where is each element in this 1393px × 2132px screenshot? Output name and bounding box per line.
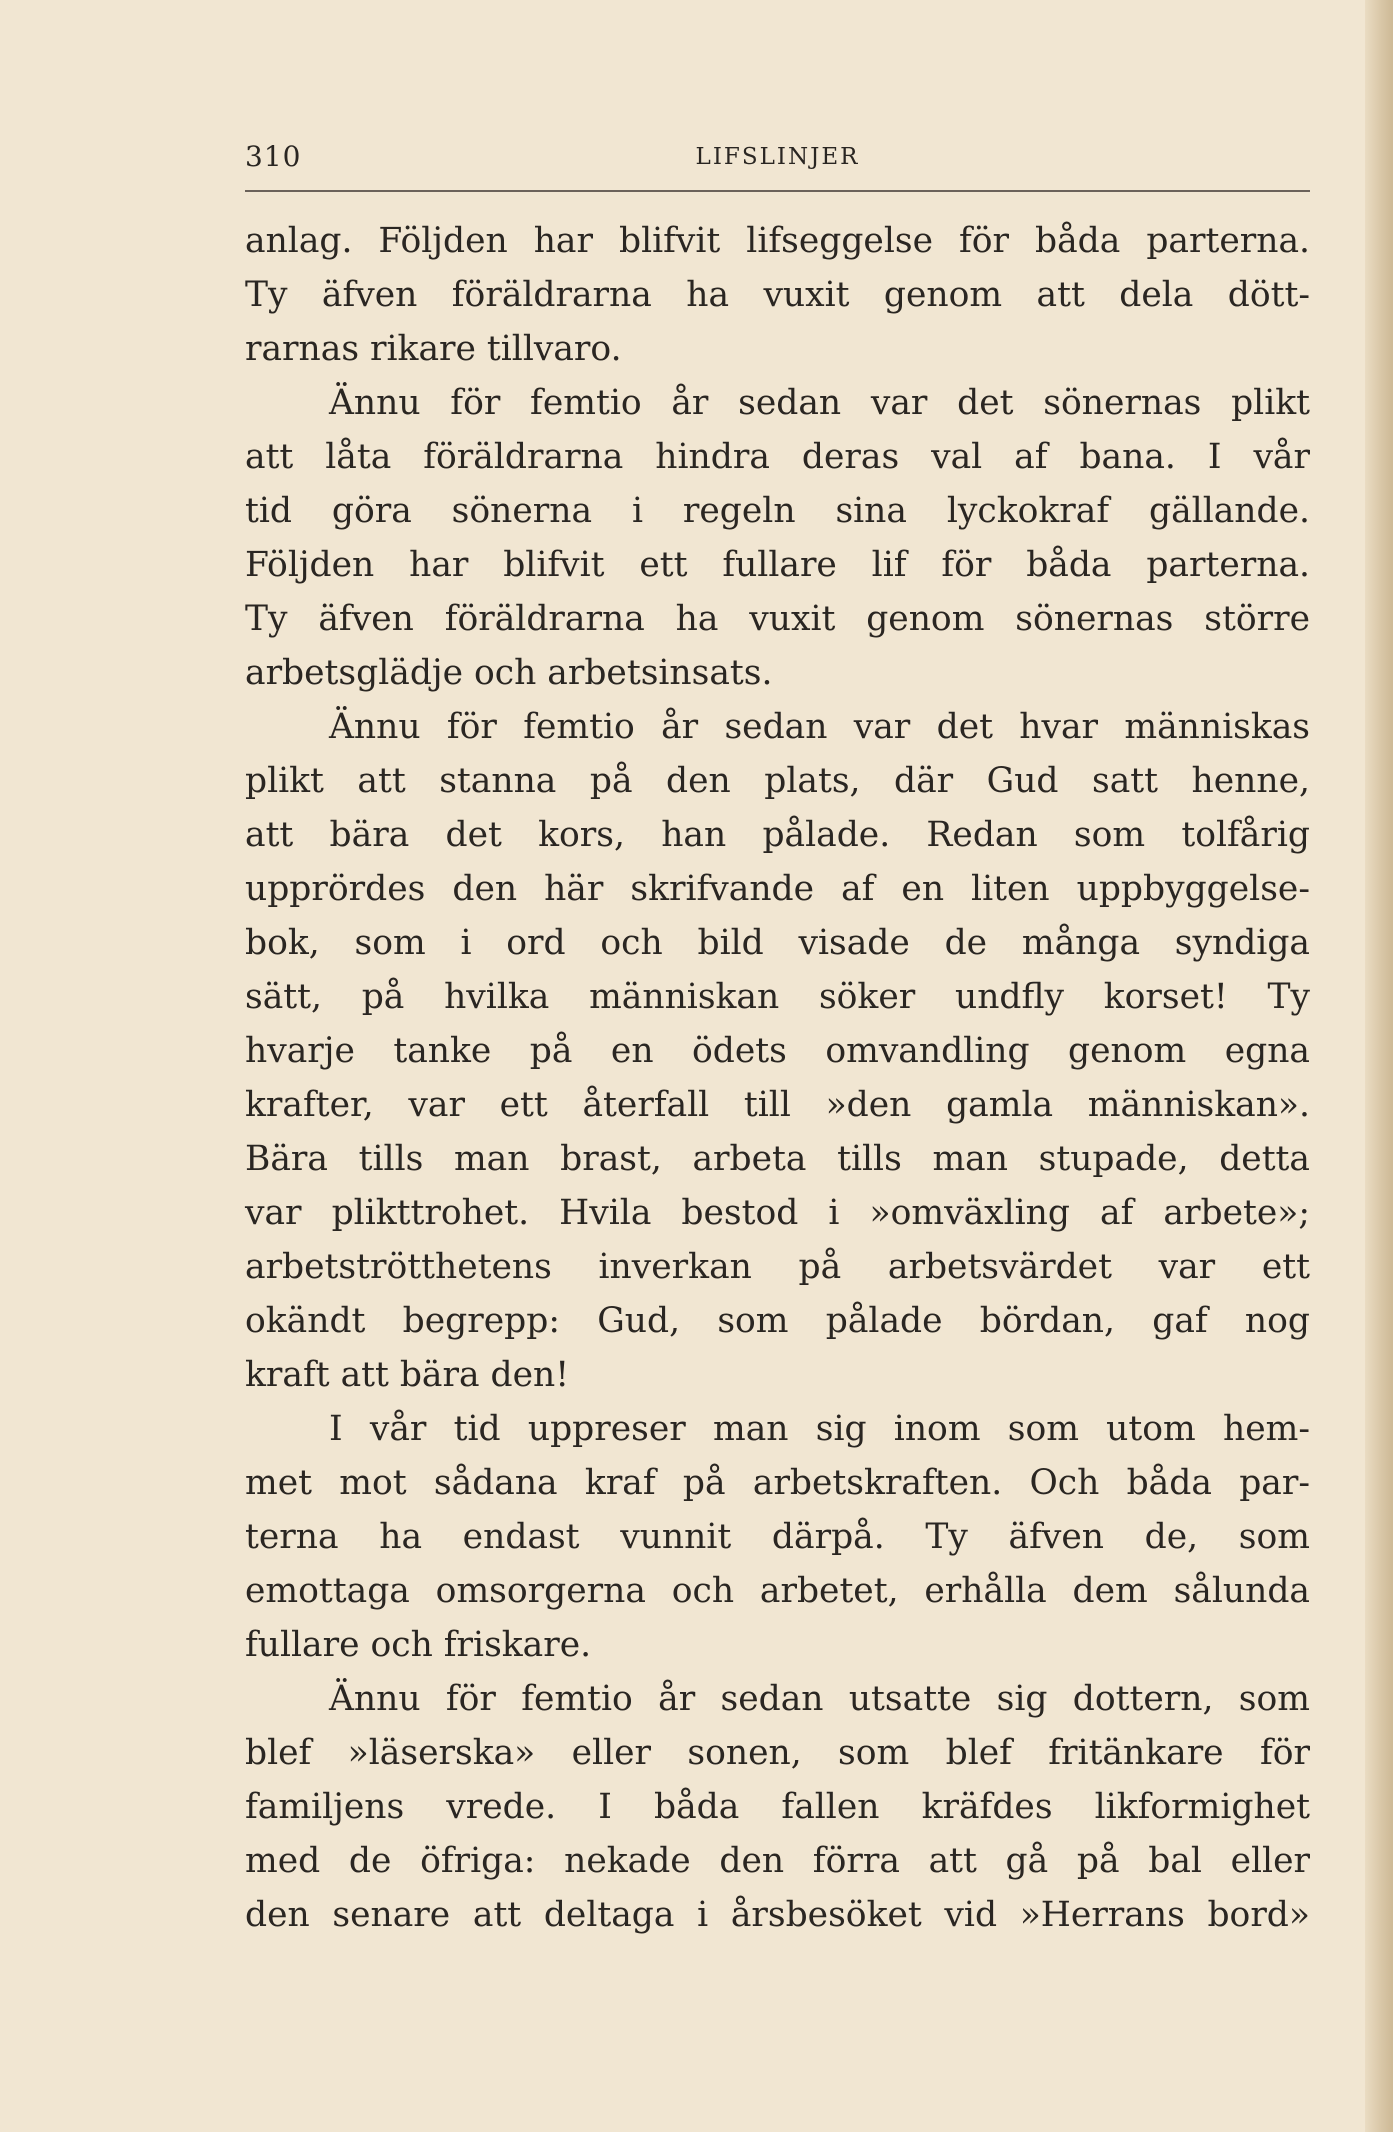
book-page <box>245 140 1310 1942</box>
text-line: blef »läserska» eller sonen, som blef fritänkare för <box>245 1733 1310 1773</box>
text-line: terna ha endast vunnit därpå. Ty äfven de, som <box>245 1517 1310 1557</box>
page-header <box>245 140 1310 192</box>
text-line: Ty äfven föräldrarna ha vuxit genom att dela dött- <box>245 275 1310 315</box>
text-line: rarnas rikare tillvaro. <box>245 329 622 369</box>
text-line: okändt begrepp: Gud, som pålade bördan, gaf nog <box>245 1301 1310 1341</box>
text-line: arbetsglädje och arbetsinsats. <box>245 653 773 693</box>
text-line: fullare och friskare. <box>245 1625 592 1665</box>
text-line: familjens vrede. I båda fallen kräfdes likformighet <box>245 1787 1310 1827</box>
paragraph <box>245 1402 1310 1672</box>
text-line: arbetströtthetens inverkan på arbetsvärdet var ett <box>245 1247 1310 1287</box>
text-line: Ännu för femtio år sedan utsatte sig dottern, som <box>329 1679 1310 1719</box>
text-line: upprördes den här skrifvande af en liten uppbyggelse- <box>245 869 1310 909</box>
text-line: plikt att stanna på den plats, där Gud satt henne, <box>245 761 1310 801</box>
text-line: Följden har blifvit ett fullare lif för båda parterna. <box>245 545 1310 585</box>
text-line: Ännu för femtio år sedan var det sönernas plikt <box>329 383 1310 423</box>
body-text <box>245 214 1310 1942</box>
paragraph <box>245 214 1310 376</box>
text-line: med de öfriga: nekade den förra att gå på bal eller <box>245 1841 1310 1881</box>
text-line: Ännu för femtio år sedan var det hvar människas <box>329 707 1310 747</box>
text-line: hvarje tanke på en ödets omvandling genom egna <box>245 1031 1310 1071</box>
paragraph <box>245 1672 1310 1942</box>
text-line: sätt, på hvilka människan söker undfly korset! Ty <box>245 977 1310 1017</box>
text-line: anlag. Följden har blifvit lifseggelse för båda parterna. <box>245 221 1310 261</box>
page-number: 310 <box>245 140 302 173</box>
text-line: den senare att deltaga i årsbesöket vid »Herrans bord» <box>245 1895 1310 1935</box>
running-title: LIFSLINJER <box>695 144 860 170</box>
text-line: krafter, var ett återfall till »den gamla människan». <box>245 1085 1310 1125</box>
text-line: emottaga omsorgerna och arbetet, erhålla dem sålunda <box>245 1571 1310 1611</box>
text-line: bok, som i ord och bild visade de många syndiga <box>245 923 1310 963</box>
text-line: var plikttrohet. Hvila bestod i »omväxling af arbete»; <box>245 1193 1310 1233</box>
text-line: tid göra sönerna i regeln sina lyckokraf gällande. <box>245 491 1310 531</box>
text-line: att låta föräldrarna hindra deras val af bana. I vår <box>245 437 1310 477</box>
text-line: Ty äfven föräldrarna ha vuxit genom sönernas större <box>245 599 1310 639</box>
text-line: Bära tills man brast, arbeta tills man stupade, detta <box>245 1139 1310 1179</box>
paragraph <box>245 700 1310 1402</box>
text-line: att bära det kors, han pålade. Redan som tolfårig <box>245 815 1310 855</box>
text-line: kraft att bära den! <box>245 1355 570 1395</box>
text-line: met mot sådana kraf på arbetskraften. Och båda par- <box>245 1463 1310 1503</box>
page-edge <box>1365 0 1393 2132</box>
text-line: I vår tid uppreser man sig inom som utom hem- <box>329 1409 1310 1449</box>
paragraph <box>245 376 1310 700</box>
